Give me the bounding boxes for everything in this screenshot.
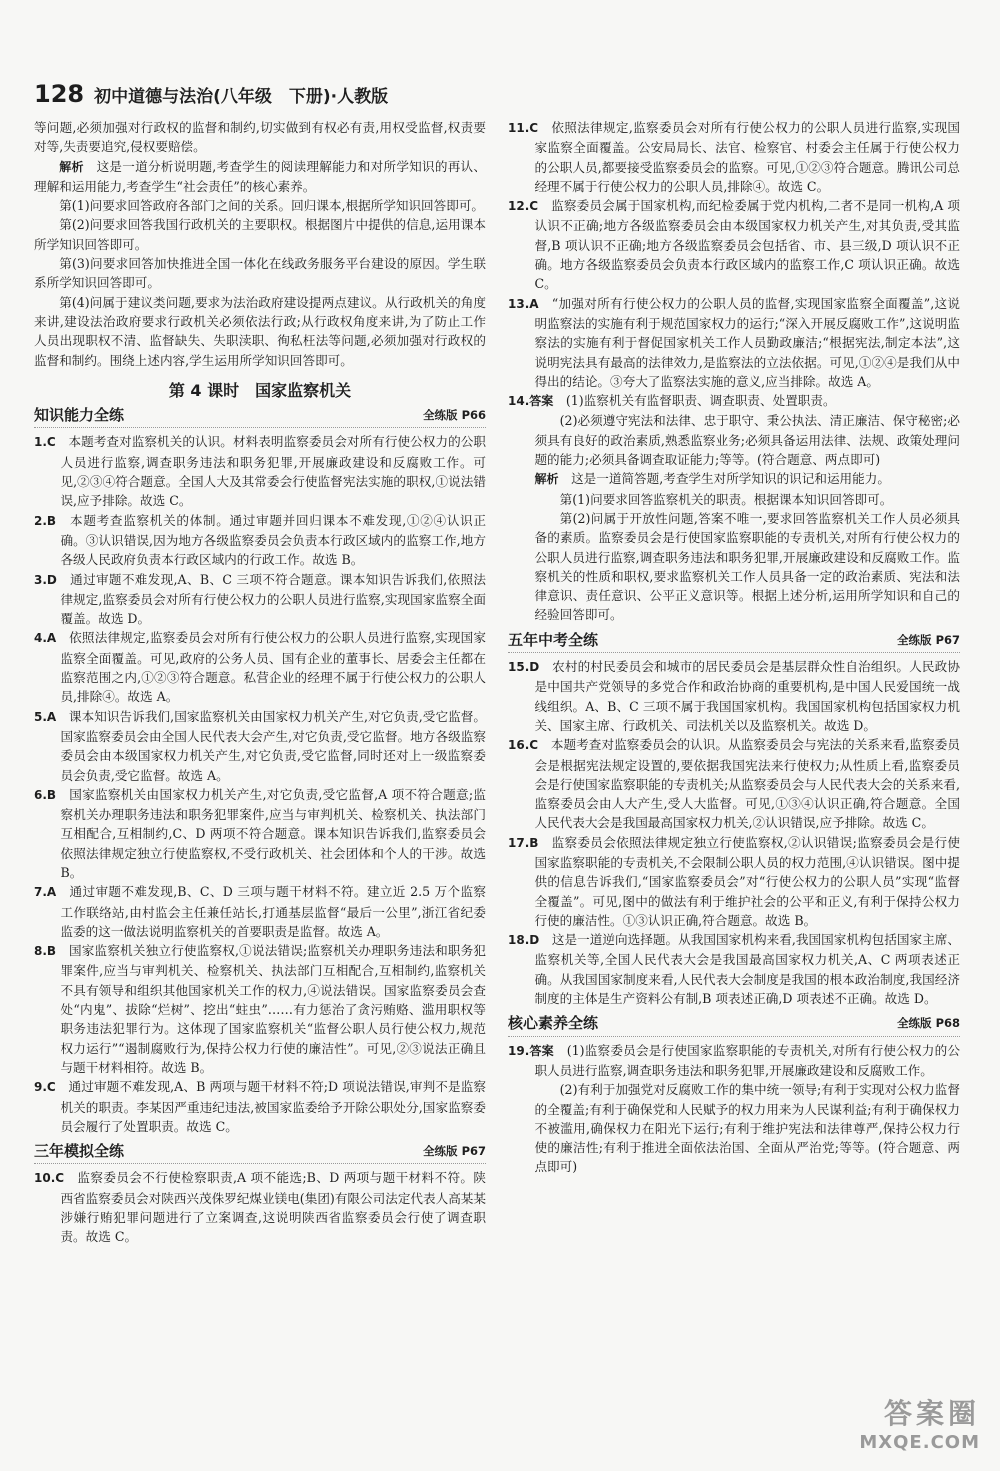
intro-paragraph-text: 第(1)问要求回答政府各部门之间的关系。回归课本,根据所学知识回答即可。 <box>59 198 485 214</box>
answer-number: 10.C <box>34 1171 65 1186</box>
answer-number: 5.A <box>34 709 57 724</box>
intro-paragraph-text: 第(3)问要求回答加快推进全国一体化在线政务服务平台建设的原因。学生联系所学知识回答即可。 <box>34 256 486 291</box>
section-title: 五年中考全练 <box>508 630 599 649</box>
answer-number: 1.C <box>34 435 56 450</box>
section-ref: 全练版 P68 <box>897 1016 960 1031</box>
right-column <box>508 118 960 1177</box>
answer-text: 依照法律规定,监察委员会对所有行使公权力的公职人员进行监察,实现国家监察全面覆盖。可见,政府的公务人员、国有企业的董事长、居委会主任都在监察范围之内,①②③符合题意。私营企业的经理不属于行使公权力的公职人员,排除④。故选 A。 <box>60 630 486 705</box>
answer-number: 13.A <box>508 296 539 311</box>
analysis-paragraph-text: 这是一道简答题,考查学生对所学知识的识记和运用能力。 <box>571 471 890 487</box>
answer-number: 6.B <box>34 787 57 802</box>
answer-text: 本题考查对监察机关的认识。材料表明监察委员会对所有行使公权力的公职人员进行监察,调查职务违法和职务犯罪,开展廉政建设和反腐败工作。可见,②③④符合题意。全国人大及其常委会行使监督宪法实施的职权,①说法错误,应予排除。故选 C。 <box>60 434 487 509</box>
answer-item <box>34 432 486 510</box>
answer-text: (1)监察委员会是行使国家监察职能的专责机关,对所有行使公权力的公职人员进行监察,调查职务违法和职务犯罪,开展廉政建设和反腐败工作。 <box>534 1042 961 1078</box>
answer-paragraph-text: (2)有利于加强党对反腐败工作的集中统一领导;有利于实现对公权力监督的全覆盖;有利于确保党和人民赋予的权力用来为人民谋利益;有利于确保权力不被滥用,确保权力在阳光下运行;有利于维护宪法和法律尊严,保持公权力行使的廉洁性;有利于推进全面依法治国、全面从严治党;等等。(符合题意、两点即可) <box>534 1082 960 1175</box>
lesson-title: 第 4 课时 国家监察机关 <box>168 380 352 400</box>
section-ref: 全练版 P66 <box>423 408 486 423</box>
answer-number: 14.答案 <box>508 394 554 409</box>
answer-number: 12.C <box>508 199 539 214</box>
answer-text: 通过审题不难发现,B、C、D 三项与题干材料不符。建立近 2.5 万个监察工作联络站,由村监会主任兼任站长,打通基层监督“最后一公里”,浙江省纪委监委的这一做法说明监察机关的首要职责是监督。故选 A。 <box>60 884 487 939</box>
answer-paragraph <box>508 411 960 469</box>
section-title: 核心素养全练 <box>508 1014 599 1033</box>
answer-text: 依照法律规定,监察委员会对所有行使公权力的公职人员进行监察,实现国家监察全面覆盖。公安局局长、法官、检察官、村委会主任属于行使公权力的公职人员,都要接受监察委员会的监察。可见,①②③符合题意。腾讯公司总经理不属于行使公权力的公职人员,排除④。故选 C。 <box>534 120 961 194</box>
answer-text: 监察委员会依照法律规定独立行使监察权,②认识错误;监察委员会是行使国家监察职能的专责机关,不会限制公职人员的权力范围,④认识错误。图中提供的信息告诉我们,“国家监察委员会”对“行使公权力的公职人员”实现“监督全覆盖”。可见,图中的做法有利于维护社会的公平和正义,有利于保持公权力行使的廉洁性。①③认识正确,符合题意。故选 B。 <box>534 834 960 928</box>
section-heading <box>34 406 486 428</box>
section-title: 知识能力全练 <box>34 406 125 425</box>
section-title: 三年模拟全练 <box>34 1142 125 1161</box>
answer-item <box>34 882 486 941</box>
answer-paragraph <box>508 1080 960 1176</box>
answer-number: 19.答案 <box>508 1043 554 1058</box>
answer-text: 这是一道逆向选择题。从我国国家机构来看,我国国家机构包括国家主席、监察机关等,全国人民代表大会是我国最高国家权力机关,A、C 两项表述正确。从我国国家制度来看,人民代表大会制度是我国的根本政治制度,我国经济制度的主体是生产资料公有制,B 项表述正确,D 项表述不正确。故选 D。 <box>534 932 960 1007</box>
answer-number: 4.A <box>34 631 57 646</box>
answer-text: 通过审题不难发现,A、B、C 三项不符合题意。课本知识告诉我们,依照法律规定,监察委员会对所有行使公权力的公职人员进行监察,实现国家监察全面覆盖。故选 D。 <box>60 571 487 627</box>
answer-text: 国家监察机关由国家权力机关产生,对它负责,受它监督,A 项不符合题意;监察机关办理职务违法和职务犯罪案件,应当与审判机关、检察机关、执法部门互相配合,互相制约,C、D 两项不符合题意。课本知识告诉我们,监察委员会依照法律规定独立行使监察权,不受行政机关、社会团体和个人的干涉。故选 B。 <box>60 786 487 880</box>
analysis-paragraph-text: 第(1)问要求回答监察机关的职责。根据课本知识回答即可。 <box>559 491 893 507</box>
answer-text: 农村的村民委员会和城市的居民委员会是基层群众性自治组织。人民政协是中国共产党领导的多党合作和政治协商的重要机构,是中国人民爱国统一战线组织。A、B、C 三项不属于我国国家机构。我国国家机构包括国家权力机关、国家主席、行政机关、司法机关以及监察机关。故选 D。 <box>534 659 961 733</box>
intro-paragraph-text: 第(2)问要求回答我国行政机关的主要职权。根据图片中提供的信息,运用课本所学知识回答即可。 <box>34 217 486 252</box>
analysis-paragraph-text: 第(2)问属于开放性问题,答案不唯一,要求回答监察机关工作人员必须具备的素质。监察委员会是行使国家监察职能的专责机关,对所有行使公权力的公职人员进行监察,调查职务违法和职务犯罪,开展廉政建设和反腐败工作。监察机关的性质和职权,要求监察机关工作人员具备一定的政治素质、宪法和法律意识、责任意识、公平正义意识等。根据上述分析,运用所学知识和自己的经验回答即可。 <box>534 510 960 623</box>
section-heading <box>508 1014 960 1036</box>
answer-item <box>508 735 960 832</box>
answer-number: 11.C <box>508 121 539 135</box>
answer-item <box>34 941 486 1077</box>
answer-item <box>34 707 486 785</box>
intro-paragraph <box>34 196 486 215</box>
answer-text: 国家监察机关独立行使监察权,①说法错误;监察机关办理职务违法和职务犯罪案件,应当与审判机关、检察机关、执法部门互相配合,互相制约,监察机关不具有领导和组织其他国家机关工作的权力,④说法错误。国家监察委员会查处“内鬼”、拔除“烂树”、挖出“蛀虫”……有力惩治了贪污贿赂、滥用职权等职务违法犯罪行为。这体现了国家监察机关“监督公职人员行使公权力,规范权力运行”“遏制腐败行为,保持公权力行使的廉洁性”。可见,②③说法正确且与题干材料相符。故选 B。 <box>60 943 487 1075</box>
answer-item <box>508 833 960 930</box>
answer-number: 7.A <box>34 885 57 900</box>
section-ref: 全练版 P67 <box>423 1144 486 1159</box>
answer-number: 18.D <box>508 933 540 948</box>
intro-paragraph <box>34 293 486 370</box>
intro-paragraph <box>34 157 486 197</box>
analysis-paragraph <box>508 469 960 489</box>
answer-text: “加强对所有行使公权力的公职人员的监督,实现国家监察全面覆盖”,这说明监察法的实施有利于规范国家权力的运行;“深入开展反腐败工作”,这说明监察法的实施有利于督促国家机关工作人员勤政廉洁;“根据宪法,制定本法”,这说明宪法具有最高的法律效力,是监察法的立法依据。可见,①②④是我们从中得出的结论。③夸大了监察法实施的意义,应当排除。故选 A。 <box>534 295 961 389</box>
answer-item <box>34 570 486 629</box>
answer-number: 17.B <box>508 835 539 850</box>
analysis-paragraph <box>508 509 960 625</box>
answer-item <box>508 294 960 391</box>
answer-item <box>508 657 960 735</box>
answer-number: 9.C <box>34 1080 56 1095</box>
answer-number: 8.B <box>34 944 57 959</box>
answer-item <box>508 391 960 411</box>
answer-item <box>34 511 486 570</box>
watermark-line2: MXQE.COM <box>859 1432 980 1453</box>
section-ref: 全练版 P67 <box>897 632 960 647</box>
section-heading <box>34 1142 486 1164</box>
book-title: 初中道德与法治(八年级 下册)·人教版 <box>94 87 389 107</box>
answer-label: 解析 <box>534 472 559 487</box>
answer-paragraph-text: (2)必须遵守宪法和法律、忠于职守、秉公执法、清正廉洁、保守秘密;必须具有良好的政治素质,熟悉监察业务;必须具备运用法律、法规、政策处理问题的能力;必须具备调查取证能力;等等。(符合题意、两点即可) <box>534 413 960 468</box>
watermark-line1: 答案圈 <box>883 1397 980 1430</box>
answer-number: 16.C <box>508 738 539 753</box>
page-number: 128 <box>34 80 85 108</box>
intro-paragraph <box>34 254 486 293</box>
intro-paragraph-text: 第(4)问属于建议类问题,要求为法治政府建设提两点建议。从行政机关的角度来讲,建设法治政府要求行政机关必须依法行政;从行政权角度来讲,为了防止工作人员出现职权不清、监督缺失、失职渎职、徇私枉法等问题,必须加强对行政权的监督和制约。围绕上述内容,学生运用所学知识回答即可。 <box>34 294 486 368</box>
answer-item <box>34 628 486 706</box>
answer-number: 3.D <box>34 572 57 587</box>
answer-number: 2.B <box>34 513 57 528</box>
analysis-paragraph <box>508 490 960 509</box>
answer-label: 解析 <box>59 159 84 174</box>
left-column <box>34 118 486 1247</box>
answer-item <box>34 1168 486 1246</box>
answer-item <box>508 196 960 293</box>
answer-text: 本题考查对监察委员会的认识。从监察委员会与宪法的关系来看,监察委员会是根据宪法规定设置的,要依据我国宪法来行使权力;从性质上看,监察委员会是行使国家监察职能的专责机关;从监察委员会与人民代表大会的关系来看,监察委员会由人大产生,受人大监督。可见,①③④认识正确,符合题意。全国人民代表大会是我国最高国家权力机关,②认识错误,应予排除。故选 C。 <box>534 737 960 831</box>
intro-paragraph <box>34 215 486 254</box>
intro-paragraph <box>34 118 486 157</box>
watermark-logo <box>859 1392 980 1453</box>
answer-text: 课本知识告诉我们,国家监察机关由国家权力机关产生,对它负责,受它监督。国家监察委员会由全国人民代表大会产生,对它负责,受它监督。地方各级监察委员会由本级国家权力机关产生,对它负责,受它监督,同时还对上一级监察委员会负责,受它监督。故选 A。 <box>60 708 486 783</box>
answer-text: 监察委员会不行使检察职责,A 项不能选;B、D 两项与题干材料不符。陕西省监察委员会对陕西兴茂侏罗纪煤业镁电(集团)有限公司法定代表人高某某涉嫌行贿犯罪问题进行了立案调查,这说明陕西省监察委员会行使了调查职责。故选 C。 <box>60 1170 486 1245</box>
answer-text: 监察委员会属于国家机构,而纪检委属于党内机构,二者不是同一机构,A 项认识不正确;地方各级监察委员会由本级国家权力机关产生,对其负责,受其监督,B 项认识不正确;地方各级监察委员会包括省、市、县三级,D 项认识不正确。地方各级监察委员会负责本行政区域内的监察工作,C 项认识正确。故选 C。 <box>534 198 961 292</box>
answer-item <box>508 930 960 1008</box>
answer-text: 通过审题不难发现,A、B 两项与题干材料不符;D 项说法错误,审判不是监察机关的职责。李某因严重违纪违法,被国家监委给予开除公职处分,国家监察委员会履行了处置职责。故选 C。 <box>60 1079 487 1134</box>
answer-item <box>508 1041 960 1081</box>
intro-paragraph-text: 这是一道分析说明题,考查学生的阅读理解能力和对所学知识的再认、理解和运用能力,考查学生“社会责任”的核心素养。 <box>34 158 486 194</box>
section-heading <box>508 631 960 653</box>
page-header <box>34 80 388 108</box>
answer-number: 15.D <box>508 660 540 675</box>
intro-paragraph-text: 等问题,必须加强对行政权的监督和制约,切实做到有权必有责,用权受监督,权责要对等,失责要追究,侵权要赔偿。 <box>34 120 486 155</box>
answer-item <box>34 1077 486 1136</box>
answer-item <box>508 118 960 196</box>
answer-item <box>34 785 486 882</box>
answer-text: (1)监察机关有监督职责、调查职责、处置职责。 <box>565 393 836 409</box>
answer-text: 本题考查监察机关的体制。通过审题并回归课本不难发现,①②④认识正确。③认识错误,因为地方各级监察委员会负责本行政区域内的监察工作,地方各级人民政府负责本行政区域内的行政工作。故选 B。 <box>60 512 486 568</box>
